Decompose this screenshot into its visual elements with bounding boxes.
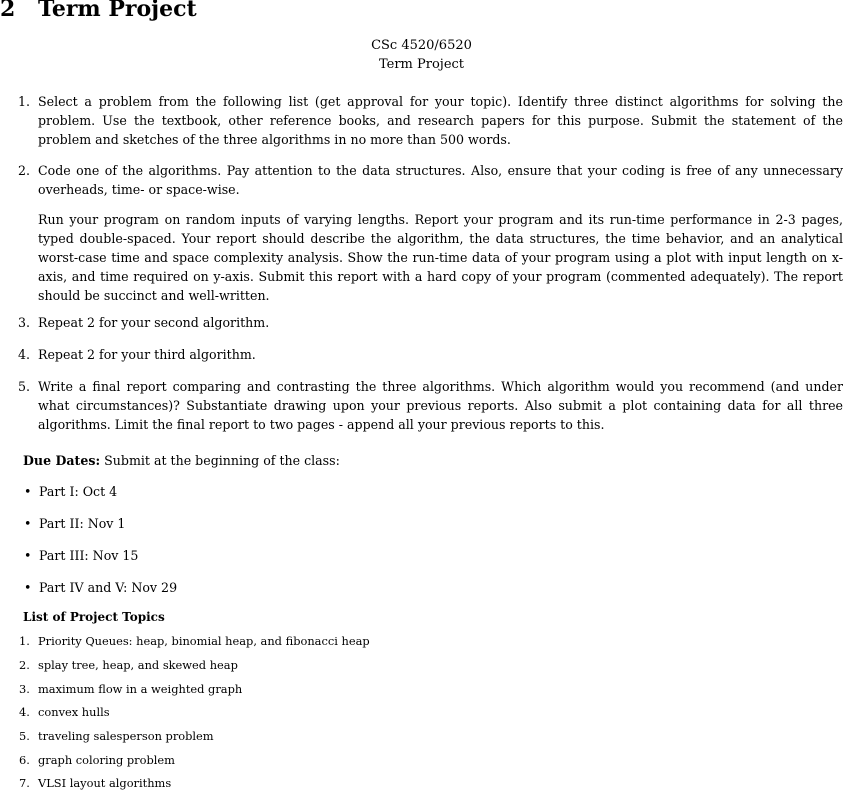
- due-dates-line: [23, 451, 340, 470]
- due-dates-label: Due Dates:: [23, 453, 101, 468]
- task-number: 3.: [18, 315, 31, 330]
- topic-text: convex hulls: [38, 705, 110, 719]
- task-number: 5.: [18, 379, 31, 394]
- topic-number: 2.: [19, 658, 30, 672]
- due-date-text: Part II: Nov 1: [39, 516, 126, 531]
- topic-item: [19, 681, 242, 698]
- section-number: 2: [0, 0, 16, 22]
- task-paragraph: Repeat 2 for your third algorithm.: [38, 347, 256, 362]
- topic-text: Priority Queues: heap, binomial heap, and fibonacci heap: [38, 634, 370, 648]
- topic-item: [19, 728, 214, 745]
- course-code: CSc 4520/6520: [371, 38, 472, 53]
- topic-number: 3.: [19, 682, 30, 696]
- topic-number: 1.: [19, 634, 30, 648]
- due-date-item: [24, 546, 138, 565]
- bullet-icon: •: [24, 516, 32, 531]
- topics-heading: List of Project Topics: [23, 610, 165, 624]
- task-paragraph: Repeat 2 for your second algorithm.: [38, 315, 270, 330]
- bullet-icon: •: [24, 484, 32, 499]
- due-date-item: [24, 578, 177, 597]
- bullet-icon: •: [24, 580, 32, 595]
- due-date-text: Part IV and V: Nov 29: [39, 580, 178, 595]
- bullet-icon: •: [24, 548, 32, 563]
- document-subtitle: Term Project: [378, 57, 465, 72]
- topic-text: VLSI layout algorithms: [38, 776, 172, 790]
- task-number: 1.: [18, 94, 31, 109]
- topic-item: [19, 752, 175, 769]
- task-paragraph: Write a final report comparing and contrasting the three algorithms. Which algorithm would you recommend (and under what circumstances)? Substantiate drawing upon your previous reports. Also submit a plot containing data for all three algorithms. Limit the final report to two pages - append all your previous reports to this.: [38, 379, 843, 432]
- topic-text: graph coloring problem: [38, 753, 175, 767]
- section-title: Term Project: [38, 0, 197, 22]
- task-paragraph: Select a problem from the following list (get approval for your topic). Identify three distinct algorithms for solving the problem. Use the textbook, other reference books, and research papers for this purpose. Submit the statement of the problem and sketches of the three algorithms in no more than 500 words.: [38, 94, 843, 147]
- topic-item: [19, 704, 110, 721]
- task-item: [18, 345, 843, 364]
- topic-item: [19, 775, 171, 792]
- task-item: [18, 92, 843, 149]
- task-item: [18, 161, 843, 305]
- task-number: 2.: [18, 163, 31, 178]
- topic-item: [19, 633, 370, 650]
- topic-number: 7.: [19, 776, 30, 790]
- topic-number: 5.: [19, 729, 30, 743]
- task-item: [18, 313, 843, 332]
- task-item: [18, 377, 843, 434]
- task-paragraph: Code one of the algorithms. Pay attention to the data structures. Also, ensure that your coding is free of any unnecessary overheads, time- or space-wise.: [38, 163, 843, 197]
- topic-number: 4.: [19, 705, 30, 719]
- task-paragraph: Run your program on random inputs of varying lengths. Report your program and its run-time performance in 2-3 pages, typed double-spaced. Your report should describe the algorithm, the data structures, the time behavior, and an analytical worst-case time and space complexity analysis. Show the run-time data of your program using a plot with input length on x-axis, and time required on y-axis. Submit this report with a hard copy of your program (commented adequately). The report should be succinct and well-written.: [38, 212, 843, 303]
- topic-item: [19, 657, 238, 674]
- topic-text: maximum flow in a weighted graph: [38, 682, 243, 696]
- topic-text: splay tree, heap, and skewed heap: [38, 658, 238, 672]
- due-date-item: [24, 482, 117, 501]
- topic-number: 6.: [19, 753, 30, 767]
- task-number: 4.: [18, 347, 31, 362]
- due-dates-text: Submit at the beginning of the class:: [104, 453, 340, 468]
- due-date-text: Part III: Nov 15: [39, 548, 139, 563]
- due-date-item: [24, 514, 125, 533]
- due-date-text: Part I: Oct 4: [39, 484, 118, 499]
- section-heading: [0, 0, 197, 22]
- topic-text: traveling salesperson problem: [38, 729, 214, 743]
